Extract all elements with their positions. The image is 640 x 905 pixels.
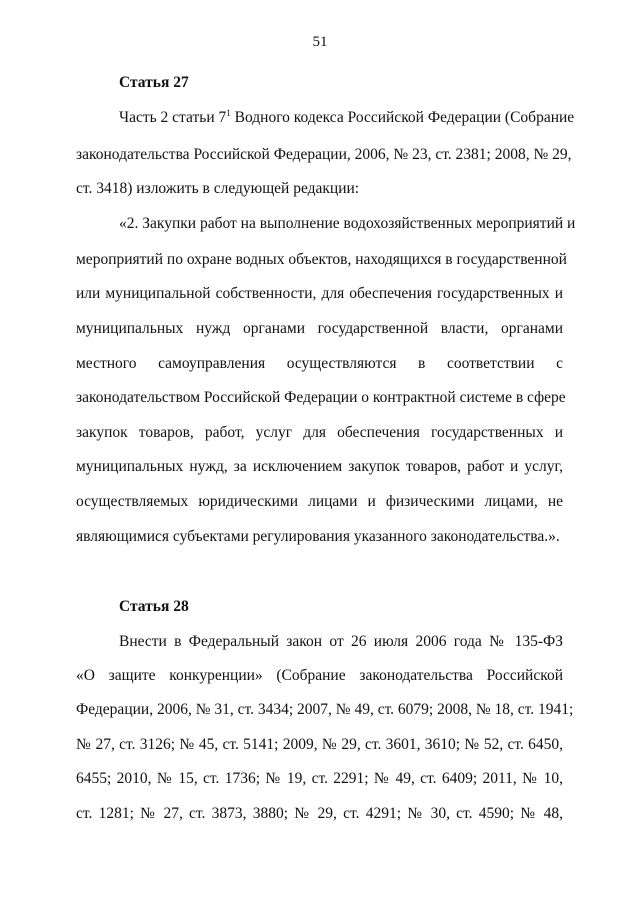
article-27-intro-line-2: законодательства Российской Федерации, 2006, № 23, ст. 2381; 2008, № 29, [76,146,572,163]
article-27-quote-line: местного самоуправления осуществляются в соответствии с [76,355,563,372]
article-27-intro-line-3: ст. 3418) изложить в следующей редакции: [76,180,360,197]
article-28-line: ст. 1281; № 27, ст. 3873, 3880; № 29, ст. 4291; № 30, ст. 4590; № 48, [76,805,563,822]
article-27-quote-line: или муниципальной собственности, для обеспечения государственных и [76,285,563,302]
article-27-intro-line-1: Часть 2 статьи $7^1$ Водного кодекса Российской Федерации (Собрание [119,108,575,126]
article-27-heading: Статья 27 [119,74,189,91]
article-27-quote-line: законодательством Российской Федерации о контрактной системе в сфере [76,389,566,406]
article-27-quote-line: муниципальных нужд, за исключением закупок товаров, работ и услуг, [76,458,563,475]
article-27-quote-line: закупок товаров, работ, услуг для обеспечения государственных и [76,424,563,441]
article-27-quote-line: «2. Закупки работ на выполнение водохозяйственных мероприятий и [119,215,576,232]
article-28-line: Внести в Федеральный закон от 26 июля 2006 года № 135-ФЗ [119,633,563,650]
article-28-line: № 27, ст. 3126; № 45, ст. 5141; 2009, № 29, ст. 3601, 3610; № 52, ст. 6450, [76,736,563,753]
article-28-line: 6455; 2010, № 15, ст. 1736; № 19, ст. 2291; № 49, ст. 6409; 2011, № 10, [76,770,563,787]
article-28-line: «О защите конкуренции» (Собрание законодательства Российской [76,667,563,684]
page-number: 51 [312,34,328,50]
superscript-1: 1 [226,108,231,118]
article-27-quote-line: осуществляемых юридическими лицами и физическими лицами, не [76,493,563,510]
article-27-quote-line: муниципальных нужд органами государственной власти, органами [76,320,563,337]
article-28-heading: Статья 28 [119,598,189,615]
article-27-quote-line: являющимися субъектами регулирования указанного законодательства.». [76,528,560,545]
article-27-quote-line: мероприятий по охране водных объектов, находящихся в государственной [76,251,567,268]
article-28-line: Федерации, 2006, № 31, ст. 3434; 2007, № 49, ст. 6079; 2008, № 18, ст. 1941; [76,701,574,718]
